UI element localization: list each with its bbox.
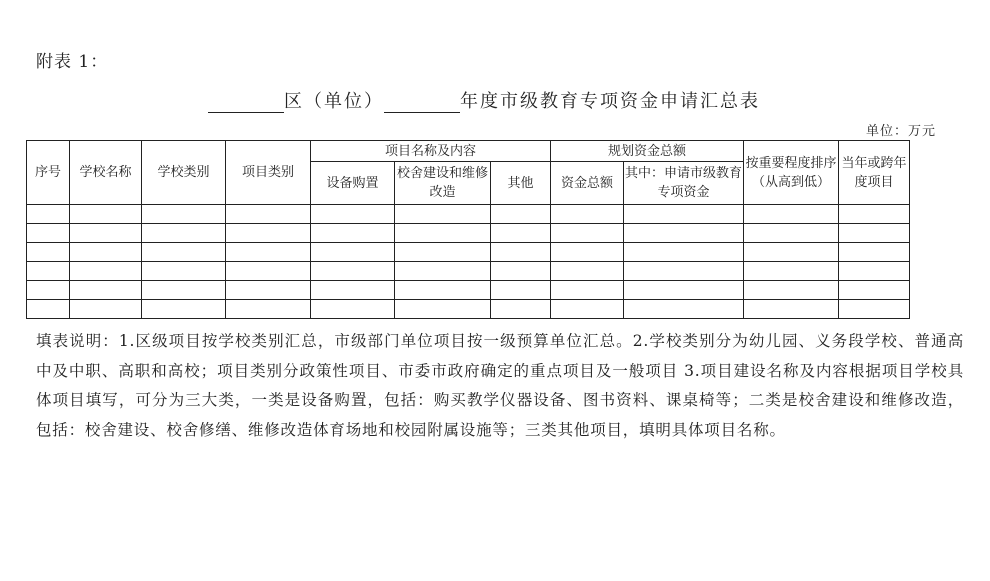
table-cell[interactable] bbox=[395, 281, 491, 300]
table-cell[interactable] bbox=[395, 300, 491, 319]
table-cell[interactable] bbox=[226, 224, 311, 243]
table-cell[interactable] bbox=[311, 281, 395, 300]
table-cell[interactable] bbox=[744, 281, 839, 300]
table-cell[interactable] bbox=[70, 281, 142, 300]
table-row bbox=[27, 262, 910, 281]
table-cell[interactable] bbox=[27, 243, 70, 262]
table-cell[interactable] bbox=[491, 281, 551, 300]
table-cell[interactable] bbox=[624, 205, 744, 224]
header-equipment: 设备购置 bbox=[311, 162, 395, 205]
header-other: 其他 bbox=[491, 162, 551, 205]
table-cell[interactable] bbox=[839, 224, 910, 243]
table-cell[interactable] bbox=[624, 262, 744, 281]
table-body bbox=[27, 205, 910, 319]
table-cell[interactable] bbox=[142, 281, 226, 300]
table-cell[interactable] bbox=[70, 243, 142, 262]
table-cell[interactable] bbox=[395, 243, 491, 262]
table-cell[interactable] bbox=[70, 262, 142, 281]
table-cell[interactable] bbox=[142, 205, 226, 224]
district-blank[interactable] bbox=[208, 94, 284, 113]
header-group-project: 项目名称及内容 bbox=[311, 141, 551, 162]
table-cell[interactable] bbox=[311, 205, 395, 224]
header-total-funds: 资金总额 bbox=[551, 162, 624, 205]
table-cell[interactable] bbox=[491, 224, 551, 243]
table-cell[interactable] bbox=[624, 243, 744, 262]
table-cell[interactable] bbox=[839, 281, 910, 300]
table-cell[interactable] bbox=[551, 243, 624, 262]
title-part-district: 区（单位） bbox=[284, 91, 384, 112]
table-cell[interactable] bbox=[226, 243, 311, 262]
table-cell[interactable] bbox=[226, 262, 311, 281]
table-cell[interactable] bbox=[311, 300, 395, 319]
table-cell[interactable] bbox=[839, 300, 910, 319]
table-cell[interactable] bbox=[491, 300, 551, 319]
table-row bbox=[27, 300, 910, 319]
table-cell[interactable] bbox=[27, 281, 70, 300]
table-cell[interactable] bbox=[744, 243, 839, 262]
table-cell[interactable] bbox=[70, 300, 142, 319]
header-city-funds: 其中：申请市级教育专项资金 bbox=[624, 162, 744, 205]
table-cell[interactable] bbox=[142, 243, 226, 262]
table-cell[interactable] bbox=[491, 205, 551, 224]
table-cell[interactable] bbox=[395, 224, 491, 243]
header-project-type: 项目类别 bbox=[226, 141, 311, 205]
table-cell[interactable] bbox=[142, 300, 226, 319]
table-cell[interactable] bbox=[551, 205, 624, 224]
table-cell[interactable] bbox=[311, 243, 395, 262]
header-seq: 序号 bbox=[27, 141, 70, 205]
header-school-type: 学校类别 bbox=[142, 141, 226, 205]
table-cell[interactable] bbox=[551, 281, 624, 300]
table-cell[interactable] bbox=[27, 262, 70, 281]
table-cell[interactable] bbox=[839, 205, 910, 224]
table-cell[interactable] bbox=[551, 262, 624, 281]
table-cell[interactable] bbox=[491, 243, 551, 262]
table-cell[interactable] bbox=[27, 224, 70, 243]
table-row bbox=[27, 224, 910, 243]
table-cell[interactable] bbox=[395, 205, 491, 224]
table-cell[interactable] bbox=[142, 262, 226, 281]
table-cell[interactable] bbox=[27, 300, 70, 319]
form-notes: 填表说明：1.区级项目按学校类别汇总，市级部门单位项目按一级预算单位汇总。2.学校类别分为幼儿园、义务段学校、普通高中及中职、高职和高校；项目类别分政策性项目、市委市政府确定的重点项目及一般项目 3.项目建设名称及内容根据项目学校具体项目填写，可分为三大类，一类是设备购置，包括：购买教学仪器设备、图书资料、课桌椅等；二类是校舍建设和维修改造，包括：校舍建设、校舍修缮、维修改造体育场地和校园附属设施等；三类其他项目，填明具体项目名称。 bbox=[36, 332, 964, 439]
annex-label: 附表 1： bbox=[36, 52, 109, 72]
table-cell[interactable] bbox=[624, 224, 744, 243]
table-cell[interactable] bbox=[491, 262, 551, 281]
table-cell[interactable] bbox=[226, 300, 311, 319]
year-blank[interactable] bbox=[384, 94, 460, 113]
table-cell[interactable] bbox=[226, 281, 311, 300]
table-cell[interactable] bbox=[311, 262, 395, 281]
table-cell[interactable] bbox=[551, 224, 624, 243]
table-row bbox=[27, 281, 910, 300]
table-cell[interactable] bbox=[311, 224, 395, 243]
form-title bbox=[208, 87, 760, 113]
unit-note: 单位：万元 bbox=[866, 124, 937, 139]
table-cell[interactable] bbox=[70, 205, 142, 224]
table-cell[interactable] bbox=[839, 243, 910, 262]
table-cell[interactable] bbox=[744, 262, 839, 281]
table-row bbox=[27, 205, 910, 224]
table-cell[interactable] bbox=[839, 262, 910, 281]
header-group-funds: 规划资金总额 bbox=[551, 141, 744, 162]
title-part-main: 年度市级教育专项资金申请汇总表 bbox=[460, 91, 760, 112]
table-cell[interactable] bbox=[551, 300, 624, 319]
table-cell[interactable] bbox=[226, 205, 311, 224]
table-cell[interactable] bbox=[624, 281, 744, 300]
header-school-name: 学校名称 bbox=[70, 141, 142, 205]
table-cell[interactable] bbox=[744, 224, 839, 243]
table-cell[interactable] bbox=[27, 205, 70, 224]
header-construction: 校舍建设和维修改造 bbox=[395, 162, 491, 205]
header-year-type: 当年或跨年度项目 bbox=[839, 141, 910, 205]
table-cell[interactable] bbox=[744, 300, 839, 319]
table-cell[interactable] bbox=[70, 224, 142, 243]
table-cell[interactable] bbox=[624, 300, 744, 319]
table-cell[interactable] bbox=[744, 205, 839, 224]
table-cell[interactable] bbox=[142, 224, 226, 243]
summary-table bbox=[26, 140, 910, 319]
table-cell[interactable] bbox=[395, 262, 491, 281]
header-priority: 按重要程度排序（从高到低） bbox=[744, 141, 839, 205]
table-row bbox=[27, 243, 910, 262]
